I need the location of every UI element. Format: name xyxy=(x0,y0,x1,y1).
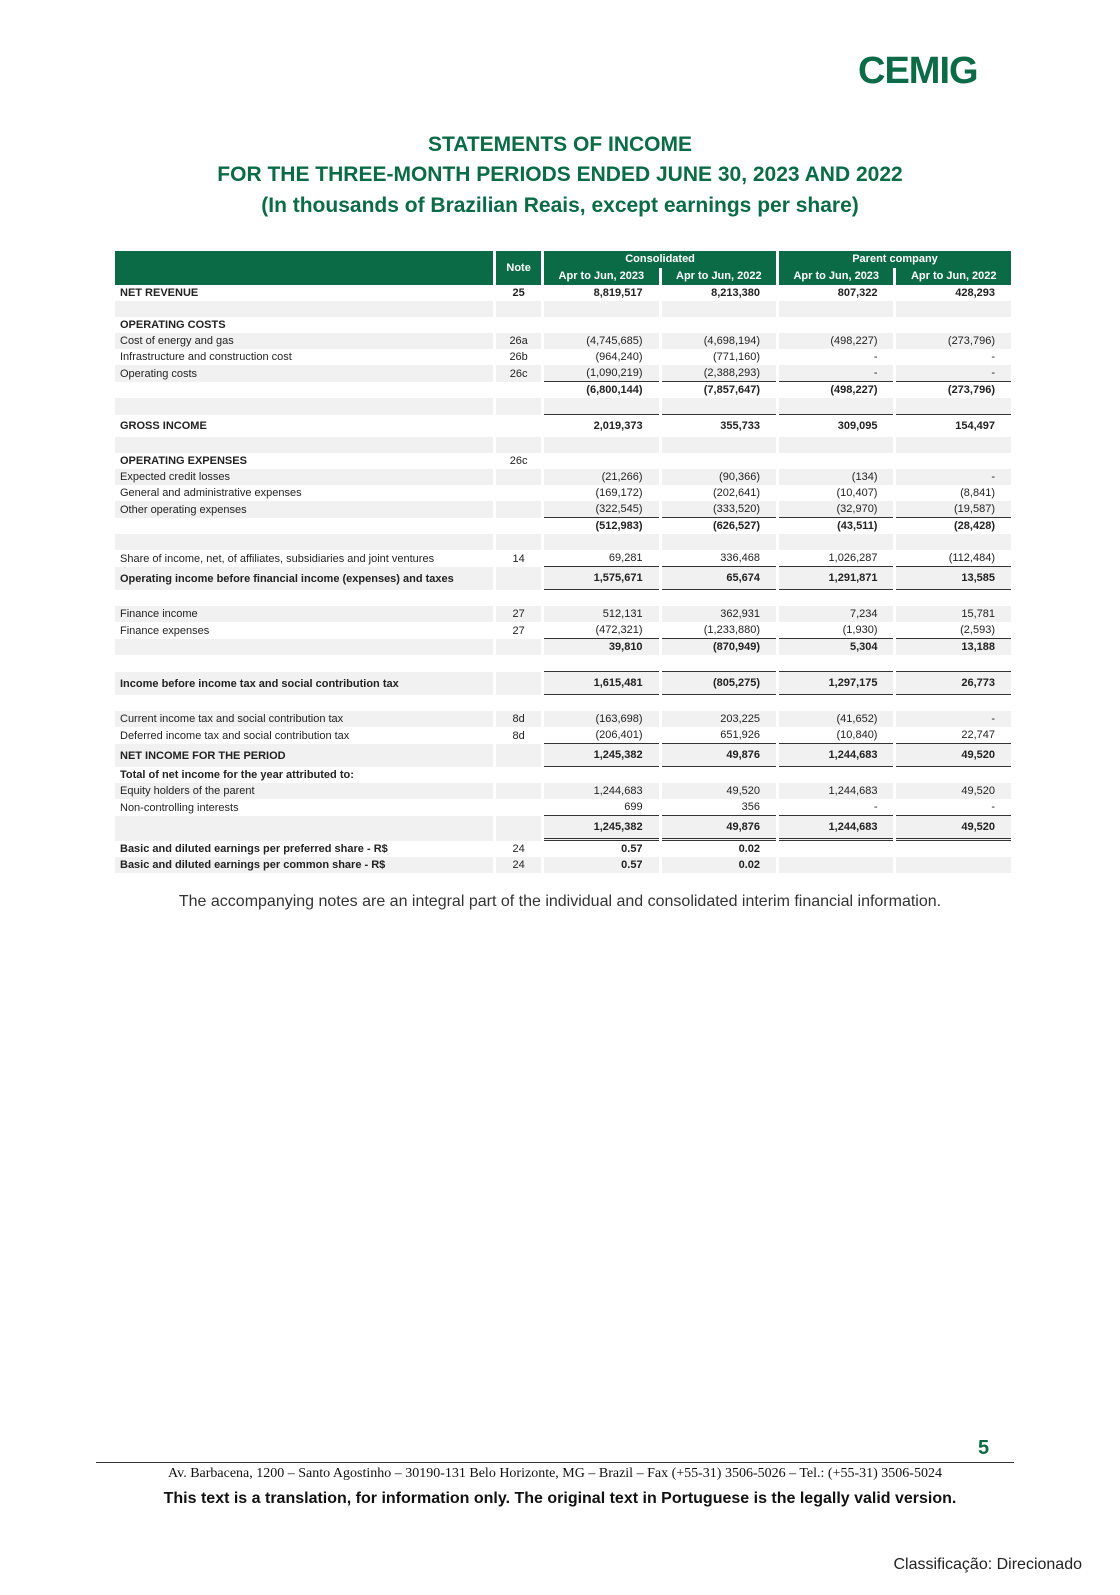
row-label: Basic and diluted earnings per preferred share - R$ xyxy=(120,843,388,855)
table-row xyxy=(115,567,1011,590)
row-value: 49,520 xyxy=(896,816,1011,841)
row-label xyxy=(115,639,493,655)
row-value: 49,520 xyxy=(662,783,776,799)
row-label: OPERATING EXPENSES xyxy=(120,455,247,467)
row-value: (322,545) xyxy=(544,501,658,518)
row-value: - xyxy=(991,351,995,363)
row-note: 26c xyxy=(496,365,541,382)
row-label: Deferred income tax and social contribution tax xyxy=(120,729,350,742)
row-value: (7,857,647) xyxy=(703,384,761,396)
header-col-cons-2022: Apr to Jun, 2022 xyxy=(662,268,776,285)
table-row xyxy=(115,622,1011,639)
row-value: 356 xyxy=(662,799,776,816)
table-header-row xyxy=(115,251,1011,268)
row-note: 24 xyxy=(512,843,525,855)
row-value: (333,520) xyxy=(662,501,776,518)
row-value: 13,585 xyxy=(896,567,1011,590)
section-header-row xyxy=(115,767,1011,783)
row-value: - xyxy=(779,365,893,382)
row-value: 203,225 xyxy=(662,711,776,727)
header-label-cell xyxy=(115,251,493,285)
row-value: 1,244,683 xyxy=(779,744,893,767)
translation-disclaimer: This text is a translation, for information only. The original text in Portuguese is the legally valid version. xyxy=(163,1490,957,1507)
statement-units: (In thousands of Brazilian Reais, except earnings per share) xyxy=(261,194,859,217)
row-label: Finance income xyxy=(115,606,493,622)
row-value: 699 xyxy=(544,799,658,816)
income-statement-table xyxy=(112,251,1014,873)
row-note: 26c xyxy=(509,455,528,467)
row-value: (1,930) xyxy=(779,622,893,639)
header-col-parent-2023: Apr to Jun, 2023 xyxy=(779,268,893,285)
table-row xyxy=(115,550,1011,567)
table-row xyxy=(115,744,1011,767)
row-label: Infrastructure and construction cost xyxy=(120,351,292,363)
row-value: 355,733 xyxy=(720,420,761,432)
row-label xyxy=(115,518,493,534)
table-row xyxy=(115,799,1011,816)
cemig-logo xyxy=(858,50,1008,90)
row-value: 0.57 xyxy=(544,857,658,873)
row-value: 1,244,683 xyxy=(544,783,658,799)
row-value: 807,322 xyxy=(837,287,878,299)
row-value: (964,240) xyxy=(595,351,643,363)
row-value: (21,266) xyxy=(544,469,658,485)
row-value: 5,304 xyxy=(779,639,893,655)
section-header-row xyxy=(115,317,1011,333)
table-row xyxy=(115,841,1011,857)
row-value: (1,090,219) xyxy=(544,365,658,382)
row-value: 49,520 xyxy=(896,783,1011,799)
subtotal-row xyxy=(115,518,1011,534)
row-label: Expected credit losses xyxy=(115,469,493,485)
row-label: Finance expenses xyxy=(120,624,210,637)
header-note: Note xyxy=(496,251,541,285)
row-value: 22,747 xyxy=(896,727,1011,744)
table-row xyxy=(115,783,1011,799)
row-label: Equity holders of the parent xyxy=(115,783,493,799)
row-label: Share of income, net, of affiliates, subsidiaries and joint ventures xyxy=(120,552,435,565)
row-value: (498,227) xyxy=(830,384,878,396)
row-value: (90,366) xyxy=(662,469,776,485)
row-value: 1,297,175 xyxy=(779,672,893,695)
statement-period: FOR THE THREE-MONTH PERIODS ENDED JUNE 30, 2023 AND 2022 xyxy=(217,163,903,186)
spacer-row xyxy=(115,301,1011,317)
row-label: Non-controlling interests xyxy=(120,801,239,814)
row-value: (2,593) xyxy=(896,622,1011,639)
row-value: 1,615,481 xyxy=(544,672,658,695)
cemig-logo-text: CEMIG xyxy=(858,50,978,90)
row-value: 8,819,517 xyxy=(593,287,643,299)
row-value: 13,188 xyxy=(896,639,1011,655)
row-label: Other operating expenses xyxy=(115,501,493,518)
row-value: - xyxy=(896,469,1011,485)
table-row xyxy=(115,415,1011,437)
row-value: (32,970) xyxy=(779,501,893,518)
row-value: 2,019,373 xyxy=(593,420,643,432)
row-value: (43,511) xyxy=(837,520,878,532)
row-note: 8d xyxy=(512,729,525,742)
table-row xyxy=(115,285,1011,301)
row-value: 0.02 xyxy=(662,857,776,873)
row-label: Operating costs xyxy=(115,365,493,382)
row-value: (169,172) xyxy=(595,487,643,499)
header-col-parent-2022: Apr to Jun, 2022 xyxy=(896,268,1011,285)
row-label: GROSS INCOME xyxy=(120,420,207,432)
row-value: (206,401) xyxy=(544,727,658,744)
row-value: (19,587) xyxy=(896,501,1011,518)
row-label xyxy=(115,816,493,841)
table-row xyxy=(115,333,1011,349)
row-value: (805,275) xyxy=(662,672,776,695)
row-value: - xyxy=(896,711,1011,727)
row-label: NET INCOME FOR THE PERIOD xyxy=(115,744,493,767)
row-label: Cost of energy and gas xyxy=(115,333,493,349)
row-value: 1,244,683 xyxy=(779,783,893,799)
spacer-row xyxy=(115,590,1011,606)
row-value: 26,773 xyxy=(896,672,1011,695)
company-address: Av. Barbacena, 1200 – Santo Agostinho – 30190-131 Belo Horizonte, MG – Brazil – Fax (+55-31) 3506-5026 – Tel.: (+55-31) 3506-5024 xyxy=(168,1466,942,1481)
row-value: (10,407) xyxy=(836,487,878,499)
subtotal-row xyxy=(115,639,1011,655)
row-value: (6,800,144) xyxy=(586,384,643,396)
row-note: 14 xyxy=(512,552,525,565)
total-row xyxy=(115,816,1011,841)
row-value: 8,213,380 xyxy=(711,287,761,299)
row-label xyxy=(115,382,493,398)
row-value: 0.57 xyxy=(621,843,643,855)
row-value: 49,520 xyxy=(896,744,1011,767)
table-row xyxy=(115,349,1011,365)
spacer-row xyxy=(115,437,1011,453)
row-value: (10,840) xyxy=(779,727,893,744)
row-value: 512,131 xyxy=(544,606,658,622)
row-value: (626,527) xyxy=(712,520,761,532)
row-value: (134) xyxy=(779,469,893,485)
spacer-row xyxy=(115,534,1011,550)
row-label: General and administrative expenses xyxy=(120,487,302,499)
row-value: 39,810 xyxy=(544,639,658,655)
spacer-row xyxy=(115,398,1011,415)
row-label: Operating income before financial income (expenses) and taxes xyxy=(115,567,493,590)
spacer-row xyxy=(115,695,1011,711)
row-value: (273,796) xyxy=(896,333,1011,349)
row-value: (273,796) xyxy=(947,384,995,396)
subtotal-row xyxy=(115,382,1011,398)
row-value: 1,244,683 xyxy=(779,816,893,841)
row-value: - xyxy=(896,799,1011,816)
table-row xyxy=(115,672,1011,695)
row-note: 27 xyxy=(496,606,541,622)
row-value: (163,698) xyxy=(544,711,658,727)
table-row xyxy=(115,501,1011,518)
row-value: 1,575,671 xyxy=(544,567,658,590)
row-value: (1,233,880) xyxy=(662,622,776,639)
row-value: 428,293 xyxy=(955,287,995,299)
row-value: 1,291,871 xyxy=(779,567,893,590)
row-value: (41,652) xyxy=(779,711,893,727)
table-row xyxy=(115,365,1011,382)
row-label: NET REVENUE xyxy=(120,287,199,299)
header-col-cons-2023: Apr to Jun, 2023 xyxy=(544,268,658,285)
row-value: - xyxy=(779,799,893,816)
row-value: 309,095 xyxy=(837,420,878,432)
row-value: (771,160) xyxy=(712,351,761,363)
row-note: 27 xyxy=(512,624,525,637)
row-value: 65,674 xyxy=(662,567,776,590)
row-label: Basic and diluted earnings per common share - R$ xyxy=(115,857,493,873)
table-row xyxy=(115,469,1011,485)
classification-label: Classificação: Direcionado xyxy=(893,1556,1082,1573)
row-value: (512,983) xyxy=(595,520,643,532)
row-value: (870,949) xyxy=(662,639,776,655)
row-note: 26a xyxy=(496,333,541,349)
row-value: 1,245,382 xyxy=(544,744,658,767)
statement-title: STATEMENTS OF INCOME xyxy=(427,133,693,156)
row-value: (4,745,685) xyxy=(544,333,658,349)
row-value: 15,781 xyxy=(896,606,1011,622)
table-row xyxy=(115,711,1011,727)
row-value: (472,321) xyxy=(544,622,658,639)
row-value: (202,641) xyxy=(712,487,761,499)
row-value: (112,484) xyxy=(896,550,1011,567)
row-value: 7,234 xyxy=(779,606,893,622)
row-value: - xyxy=(896,365,1011,382)
row-value: 49,876 xyxy=(662,744,776,767)
page-number: 5 xyxy=(978,1437,990,1459)
header-parent-company: Parent company xyxy=(779,251,1011,268)
row-label: Current income tax and social contribution tax xyxy=(115,711,493,727)
row-label: Income before income tax and social contribution tax xyxy=(115,672,493,695)
row-value: 1,245,382 xyxy=(544,816,658,841)
footer-divider xyxy=(96,1462,1014,1463)
row-value: - xyxy=(873,351,878,363)
row-note: 24 xyxy=(496,857,541,873)
row-note: 26b xyxy=(509,351,528,363)
row-label: Total of net income for the year attributed to: xyxy=(120,769,354,781)
row-value: 1,026,287 xyxy=(779,550,893,567)
section-header-row xyxy=(115,453,1011,469)
table-row xyxy=(115,727,1011,744)
row-value: 651,926 xyxy=(662,727,776,744)
accompanying-notes-text: The accompanying notes are an integral part of the individual and consolidated interim financial information. xyxy=(178,893,942,910)
row-value: (4,698,194) xyxy=(662,333,776,349)
row-note: 8d xyxy=(496,711,541,727)
row-value: (28,428) xyxy=(954,520,995,532)
row-label: OPERATING COSTS xyxy=(120,319,226,331)
row-value: (8,841) xyxy=(960,487,995,499)
row-value: 362,931 xyxy=(662,606,776,622)
spacer-row xyxy=(115,655,1011,672)
row-value: 0.02 xyxy=(738,843,761,855)
row-value: 69,281 xyxy=(544,550,658,567)
row-note: 25 xyxy=(512,287,525,299)
row-value: (498,227) xyxy=(779,333,893,349)
row-value: 49,876 xyxy=(662,816,776,841)
table-row xyxy=(115,485,1011,501)
header-consolidated: Consolidated xyxy=(544,251,776,268)
row-value: 154,497 xyxy=(955,420,995,432)
row-value: 336,468 xyxy=(662,550,776,567)
table-row xyxy=(115,857,1011,873)
table-row xyxy=(115,606,1011,622)
row-value: (2,388,293) xyxy=(662,365,776,382)
